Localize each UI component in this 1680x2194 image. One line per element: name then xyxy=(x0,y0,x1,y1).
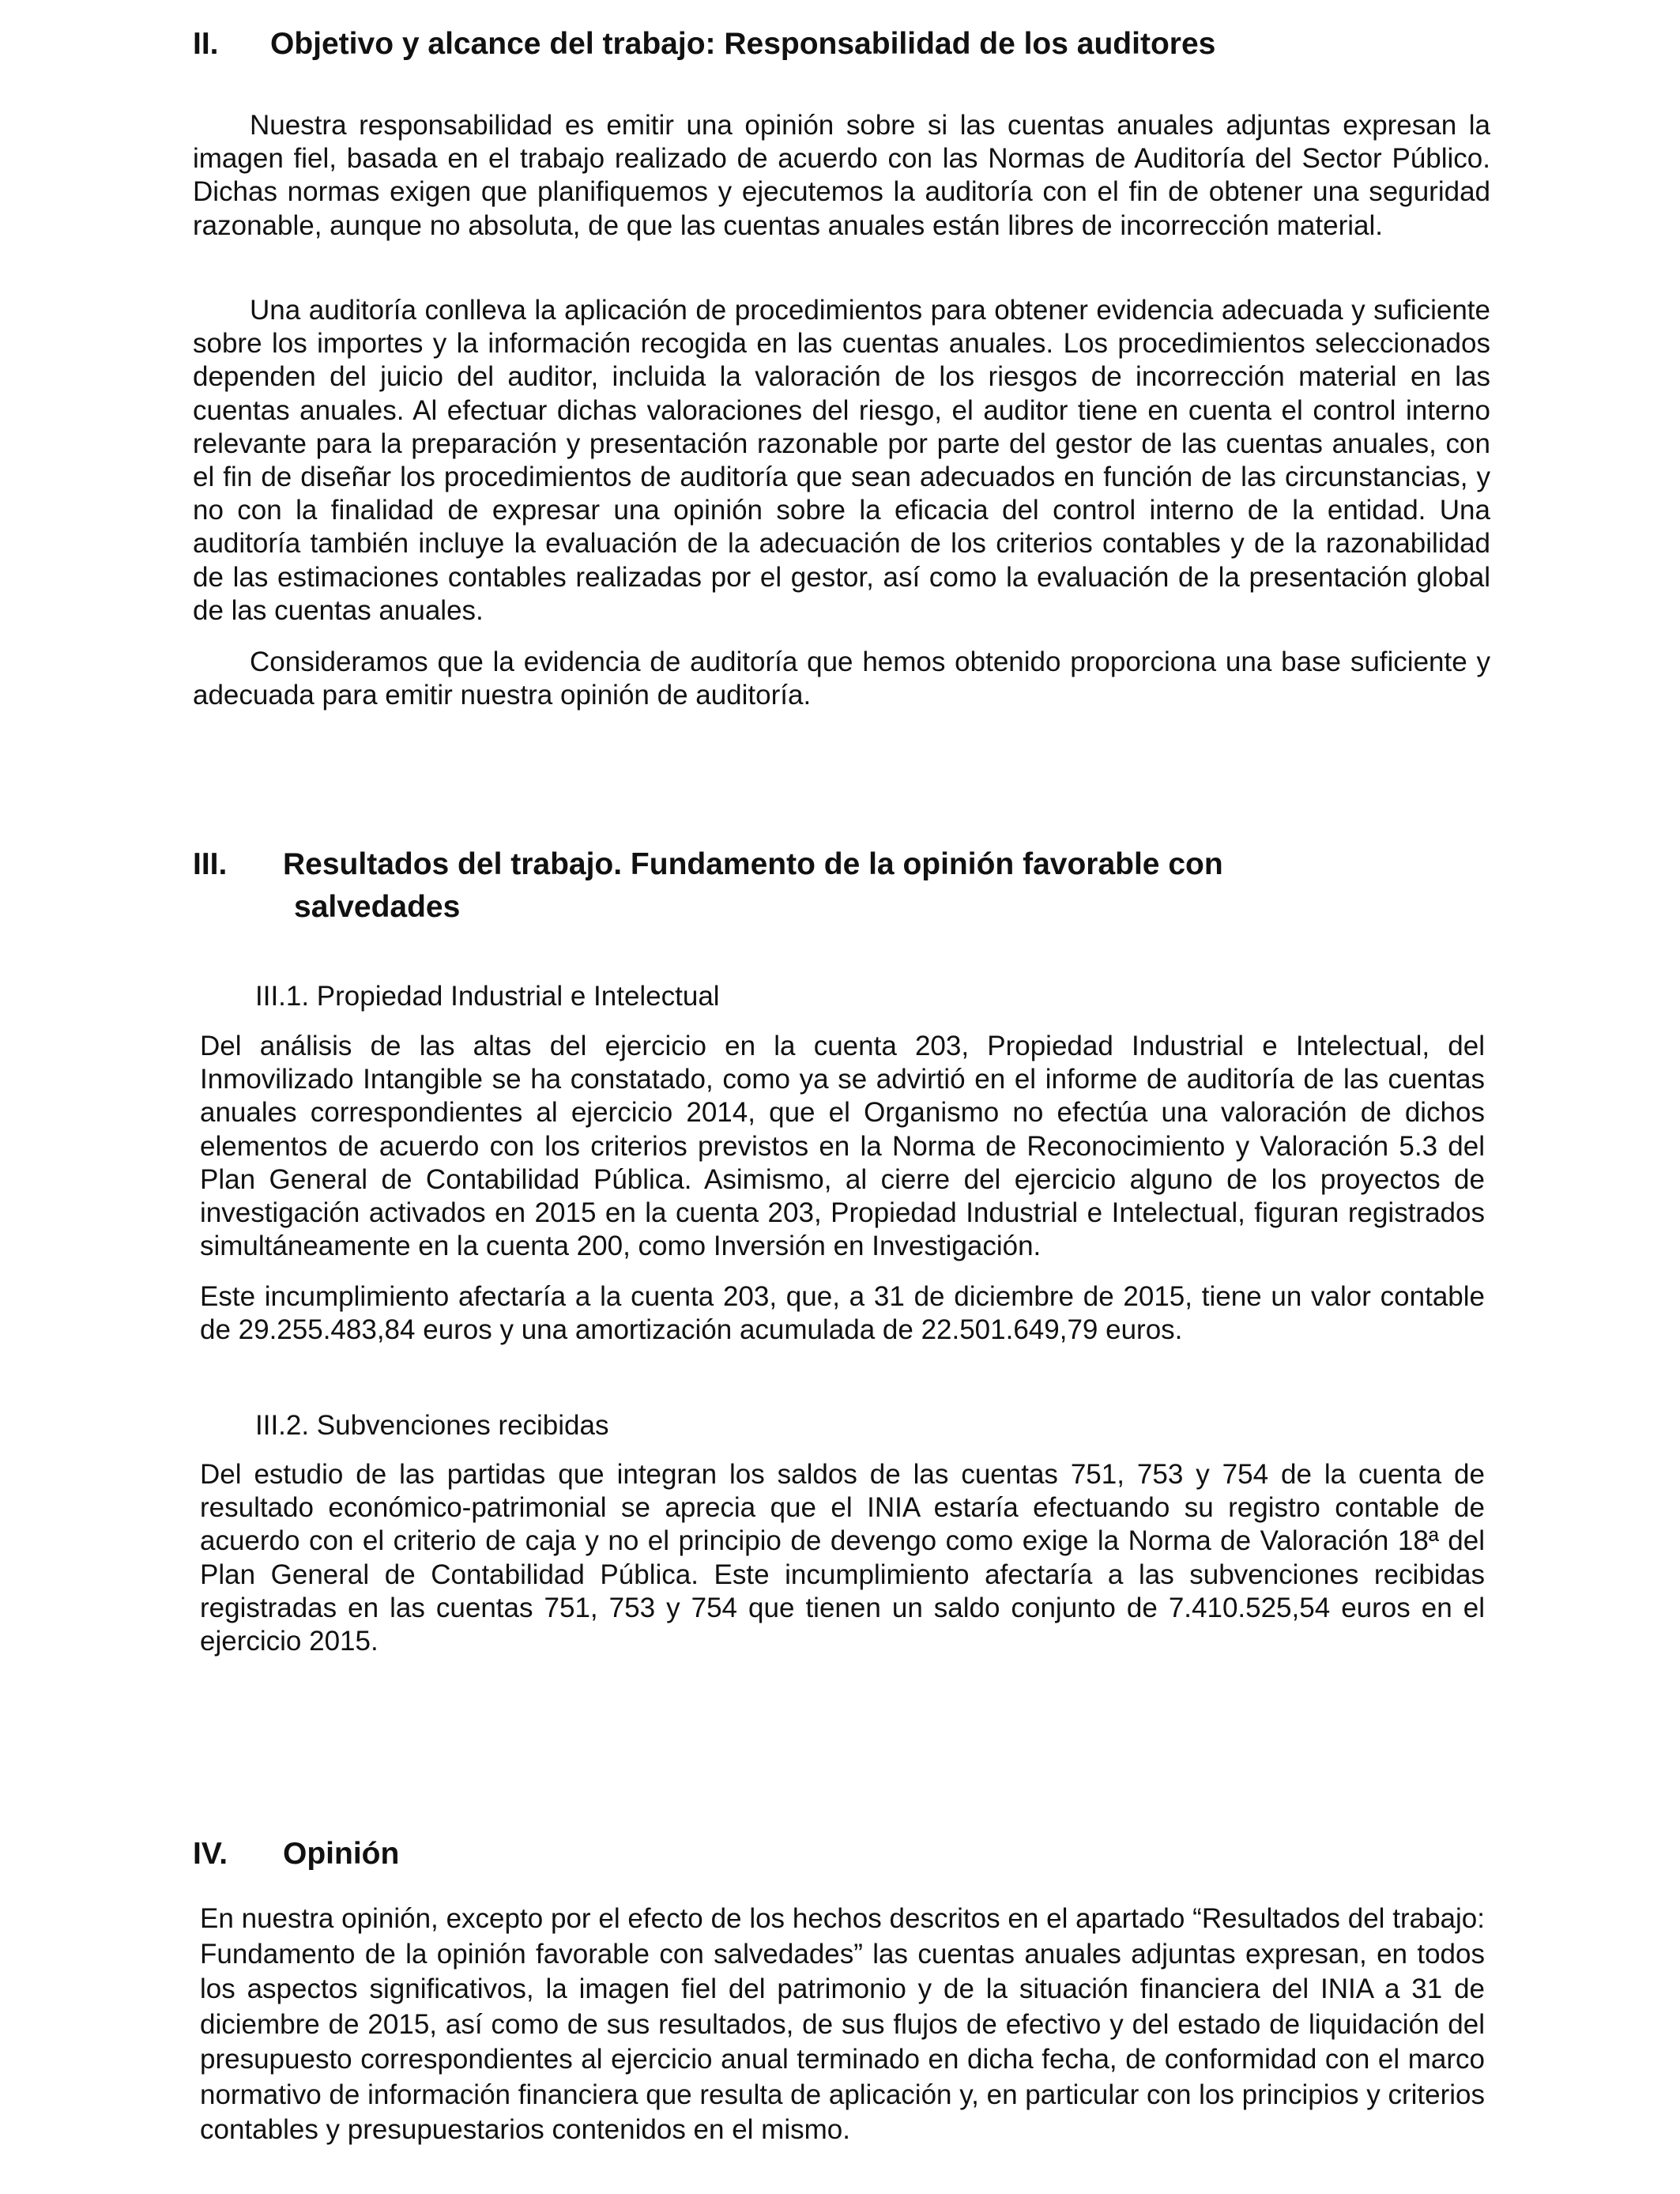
paragraph: Este incumplimiento afectaría a la cuenta 203, que, a 31 de diciembre de 2015, tiene un valor contable de 29.255.483,84 euros y una amortización acumulada de 22.501.649,79 euros. xyxy=(200,1281,1485,1346)
section-number: II. xyxy=(193,27,219,61)
section-title: Opinión xyxy=(283,1837,400,1871)
section-heading-iv xyxy=(193,1832,1536,1875)
section-title: Objetivo y alcance del trabajo: Responsabilidad de los auditores xyxy=(270,27,1216,61)
paragraph: Nuestra responsabilidad es emitir una opinión sobre si las cuentas anuales adjuntas expresan la imagen fiel, basada en el trabajo realizado de acuerdo con las Normas de Auditoría del Sector Público. Dichas normas exigen que planifiquemos y ejecutemos la auditoría con el fin de obtener una seguridad razonable, aunque no absoluta, de que las cuentas anuales están libres de incorrección material. xyxy=(193,110,1490,241)
paragraph: En nuestra opinión, excepto por el efecto de los hechos descritos en el apartado “Resultados del trabajo: Fundamento de la opinión favorable con salvedades” las cuentas anuales adjuntas expresan, en todos los aspectos significativos, la imagen fiel del patrimonio y de la situación financiera del INIA a 31 de diciembre de 2015, así como de sus resultados, de sus flujos de efectivo y del estado de liquidación del presupuesto correspondientes al ejercicio anual terminado en dicha fecha, de conformidad con el marco normativo de información financiera que resulta de aplicación y, en particular con los principios y criterios contables y presupuestarios contenidos en el mismo. xyxy=(200,1903,1485,2145)
subsection-heading: III.2. Subvenciones recibidas xyxy=(255,1410,609,1441)
section-title-line-1: Resultados del trabajo. Fundamento de la opinión favorable con xyxy=(283,847,1223,881)
section-heading-iii xyxy=(193,843,1536,929)
section-heading-ii xyxy=(193,22,1536,66)
section-number: III. xyxy=(193,847,228,881)
section-title-line-2: salvedades xyxy=(294,890,461,924)
paragraph: Del estudio de las partidas que integran los saldos de las cuentas 751, 753 y 754 de la cuenta de resultado económico-patrimonial se aprecia que el INIA estaría efectuando su registro contable de acuerdo con el criterio de caja y no el principio de devengo como exige la Norma de Valoración 18ª del Plan General de Contabilidad Pública. Este incumplimiento afectaría a las subvenciones recibidas registradas en las cuentas 751, 753 y 754 que tienen un saldo conjunto de 7.410.525,54 euros en el ejercicio 2015. xyxy=(200,1459,1485,1657)
section-number: IV. xyxy=(193,1837,228,1871)
subsection-heading: III.1. Propiedad Industrial e Intelectual xyxy=(255,981,720,1012)
paragraph: Consideramos que la evidencia de auditoría que hemos obtenido proporciona una base suficiente y adecuada para emitir nuestra opinión de auditoría. xyxy=(193,647,1490,711)
paragraph: Una auditoría conlleva la aplicación de procedimientos para obtener evidencia adecuada y suficiente sobre los importes y la información recogida en las cuentas anuales. Los procedimientos seleccionados dependen del juicio del auditor, incluida la valoración de los riesgos de incorrección material en las cuentas anuales. Al efectuar dichas valoraciones del riesgo, el auditor tiene en cuenta el control interno relevante para la preparación y presentación razonable por parte del gestor de las cuentas anuales, con el fin de diseñar los procedimientos de auditoría que sean adecuados en función de las circunstancias, y no con la finalidad de expresar una opinión sobre la eficacia del control interno de la entidad. Una auditoría también incluye la evaluación de la adecuación de los criterios contables y de la razonabilidad de las estimaciones contables realizadas por el gestor, así como la evaluación de la presentación global de las cuentas anuales. xyxy=(193,295,1490,626)
paragraph: Del análisis de las altas del ejercicio en la cuenta 203, Propiedad Industrial e Intelectual, del Inmovilizado Intangible se ha constatado, como ya se advirtió en el informe de auditoría de las cuentas anuales correspondientes al ejercicio 2014, que el Organismo no efectúa una valoración de dichos elementos de acuerdo con los criterios previstos en la Norma de Reconocimiento y Valoración 5.3 del Plan General de Contabilidad Pública. Asimismo, al cierre del ejercicio alguno de los proyectos de investigación activados en 2015 en la cuenta 203, Propiedad Industrial e Intelectual, figuran registrados simultáneamente en la cuenta 200, como Inversión en Investigación. xyxy=(200,1031,1485,1262)
